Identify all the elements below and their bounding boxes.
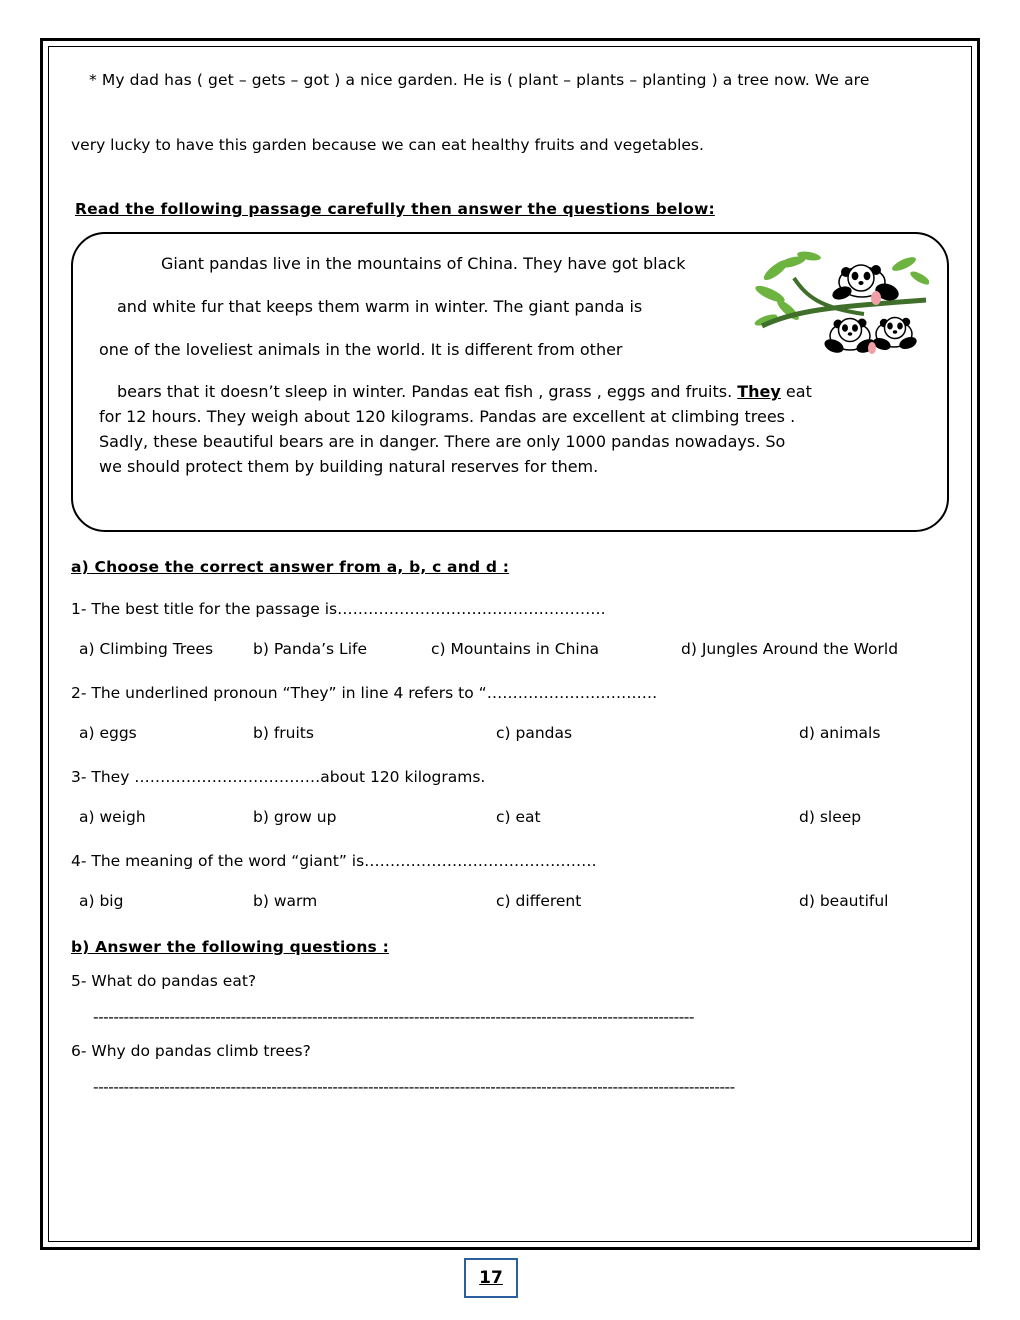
passage-underlined-pronoun: They (737, 382, 781, 402)
section-a-title: a) Choose the correct answer from a, b, c and d : (71, 558, 510, 576)
page-number-badge: 17 (464, 1258, 518, 1298)
question-3-options (71, 808, 949, 828)
question-4-option-d[interactable]: d) beautiful (799, 892, 889, 910)
question-4-option-c[interactable]: c) different (496, 892, 582, 910)
passage-line-4-text-b: eat (780, 382, 812, 402)
question-2-option-a[interactable]: a) eggs (79, 724, 137, 742)
question-6-prompt: 6- Why do pandas climb trees? (71, 1042, 311, 1060)
question-3-option-b[interactable]: b) grow up (253, 808, 337, 826)
worksheet-page (40, 38, 980, 1250)
question-6-answer-line[interactable]: ------------------------------------------------------------------------------------------------------------------------------ (93, 1078, 735, 1096)
question-4-prompt: 4- The meaning of the word “giant” is……………………………………… (71, 852, 597, 870)
passage-line-1-text: Giant pandas live in the mountains of China. They have got black (161, 254, 686, 273)
grammar-exercise-line-1: * My dad has ( get – gets – got ) a nice garden. He is ( plant – plants – planting ) a tree now. We are (89, 71, 870, 89)
passage-line-4 (99, 384, 921, 401)
question-3-option-c[interactable]: c) eat (496, 808, 541, 826)
passage-line-5: for 12 hours. They weigh about 120 kilograms. Pandas are excellent at climbing trees . (99, 407, 796, 427)
question-2-option-c[interactable]: c) pandas (496, 724, 573, 742)
question-2-options (71, 724, 949, 744)
question-2-option-d[interactable]: d) animals (799, 724, 881, 742)
question-5-answer-line[interactable]: ---------------------------------------------------------------------------------------------------------------------- (93, 1008, 694, 1026)
question-2-prompt: 2- The underlined pronoun “They” in line 4 refers to “…………………………… (71, 684, 658, 702)
reading-instruction: Read the following passage carefully then answer the questions below: (75, 200, 715, 218)
question-1-options (71, 640, 949, 660)
question-1-option-d[interactable]: d) Jungles Around the World (681, 640, 899, 658)
question-4-option-a[interactable]: a) big (79, 892, 124, 910)
question-2-option-b[interactable]: b) fruits (253, 724, 314, 742)
grammar-exercise-line-2: very lucky to have this garden because we can eat healthy fruits and vegetables. (71, 136, 704, 154)
passage-line-3-text: one of the loveliest animals in the world. It is different from other (99, 339, 623, 359)
section-b-title: b) Answer the following questions : (71, 938, 389, 956)
panda-lower-right (872, 318, 919, 353)
question-1-option-b[interactable]: b) Panda’s Life (253, 640, 367, 658)
question-3-prompt: 3- They ………………………………about 120 kilograms. (71, 768, 486, 786)
question-3-option-d[interactable]: d) sleep (799, 808, 862, 826)
panda-illustration-icon (754, 248, 929, 368)
question-4-options (71, 892, 949, 912)
panda-upper (831, 265, 901, 303)
passage-line-7: we should protect them by building natural reserves for them. (99, 456, 599, 476)
question-3-option-a[interactable]: a) weigh (79, 808, 146, 826)
passage-line-6: Sadly, these beautiful bears are in danger. There are only 1000 pandas nowadays. So (99, 431, 786, 451)
reading-passage-box (71, 232, 949, 532)
passage-line-4-text-a: bears that it doesn’t sleep in winter. Pandas eat fish , grass , eggs and fruits. (117, 382, 738, 402)
worksheet-page-inner-border (48, 46, 972, 1242)
question-5-prompt: 5- What do pandas eat? (71, 972, 257, 990)
passage-line-2-text: and white fur that keeps them warm in winter. The giant panda is (117, 296, 643, 316)
question-1-option-a[interactable]: a) Climbing Trees (79, 640, 214, 658)
question-1-option-c[interactable]: c) Mountains in China (431, 640, 600, 658)
question-4-option-b[interactable]: b) warm (253, 892, 318, 910)
question-1-prompt: 1- The best title for the passage is……………………………………………. (71, 600, 606, 618)
